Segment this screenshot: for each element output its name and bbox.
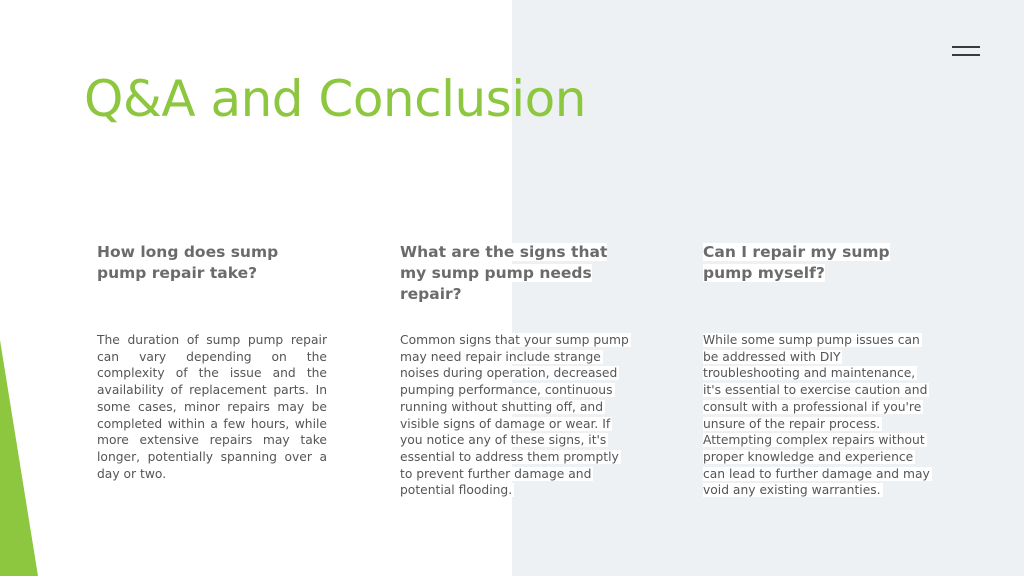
qa-column-2 — [400, 242, 632, 499]
decorative-green-wedge — [0, 0, 40, 576]
page-title: Q&A and Conclusion — [84, 70, 586, 128]
question-heading: What are the signs that my sump pump needs repair? — [400, 243, 608, 303]
qa-column-1 — [97, 242, 329, 482]
hamburger-menu-icon[interactable] — [952, 44, 980, 58]
question-heading: How long does sump pump repair take? — [97, 243, 279, 282]
answer-text: Common signs that your sump pump may need repair include strange noises during operation, decreased pumping performance, continuous running without shutting off, and visible signs of damage or wear. If you notice any of these signs, it's essential to address them promptly to prevent further damage and potential flooding. — [400, 333, 629, 498]
question-heading: Can I repair my sump pump myself? — [703, 243, 890, 282]
qa-column-3 — [703, 242, 935, 499]
answer-text: While some sump pump issues can be addressed with DIY troubleshooting and maintenance, it's essential to exercise caution and consult with a professional if you're unsure of the repair process. Attempting complex repairs without proper knowledge and experience can lead to further damage and may void any existing warranties. — [703, 333, 930, 498]
answer-text: The duration of sump pump repair can vary depending on the complexity of the issue and the availability of replacement parts. In some cases, minor repairs may be completed within a few hours, while more extensive repairs may take longer, potentially spanning over a day or two. — [97, 333, 327, 481]
